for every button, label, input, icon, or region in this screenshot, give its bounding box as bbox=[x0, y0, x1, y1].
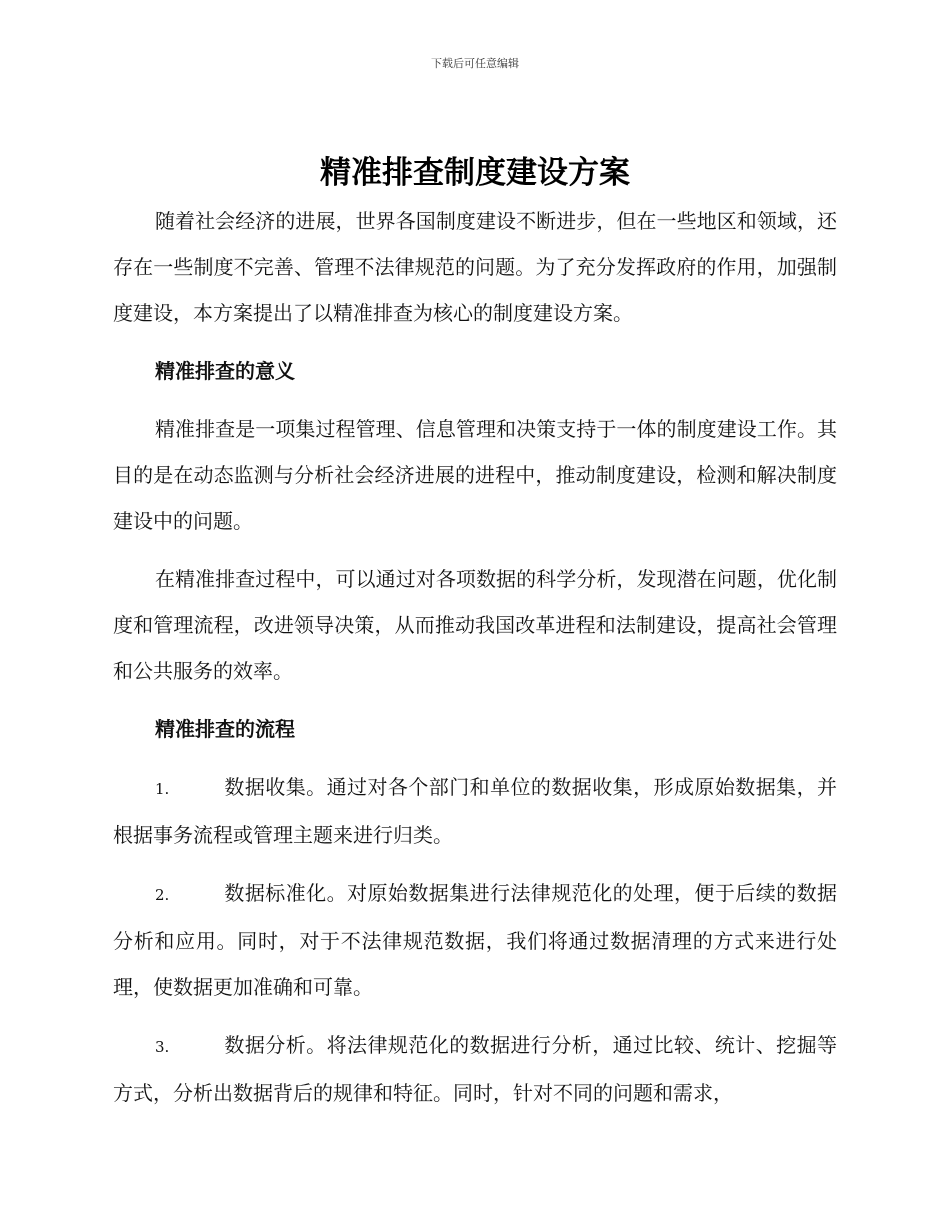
section-heading-meaning: 精准排查的意义 bbox=[155, 359, 295, 383]
meaning-paragraph-2: 在精准排查过程中，可以通过对各项数据的科学分析，发现潜在问题，优化制度和管理流程，改进领导决策，从而推动我国改革进程和法制建设，提高社会管理和公共服务的效率。 bbox=[113, 567, 837, 683]
header-note: 下载后可任意编辑 bbox=[431, 57, 519, 70]
list-item-text: 数据分析。将法律规范化的数据进行分析，通过比较、统计、挖掘等方式，分析出数据背后的规律和特征。同时，针对不同的问题和需求， bbox=[113, 1033, 837, 1105]
document-title: 精准排查制度建设方案 bbox=[320, 155, 630, 191]
list-number: 3. bbox=[155, 1038, 170, 1056]
document-body bbox=[113, 198, 837, 1128]
list-item bbox=[113, 764, 837, 858]
list-number: 1. bbox=[155, 780, 170, 798]
list-item bbox=[113, 1022, 837, 1116]
list-item-text: 数据收集。通过对各个部门和单位的数据收集，形成原始数据集，并根据事务流程或管理主题来进行归类。 bbox=[113, 775, 837, 847]
meaning-paragraph-1: 精准排查是一项集过程管理、信息管理和决策支持于一体的制度建设工作。其目的是在动态监测与分析社会经济进展的进程中，推动制度建设，检测和解决制度建设中的问题。 bbox=[113, 417, 837, 533]
intro-paragraph: 随着社会经济的进展，世界各国制度建设不断进步，但在一些地区和领域，还存在一些制度不完善、管理不法律规范的问题。为了充分发挥政府的作用，加强制度建设，本方案提出了以精准排查为核心的制度建设方案。 bbox=[113, 209, 837, 325]
section-heading-process: 精准排查的流程 bbox=[155, 717, 295, 741]
list-number: 2. bbox=[155, 886, 170, 904]
list-item-text: 数据标准化。对原始数据集进行法律规范化的处理，便于后续的数据分析和应用。同时，对于不法律规范数据，我们将通过数据清理的方式来进行处理，使数据更加准确和可靠。 bbox=[113, 881, 837, 999]
list-item bbox=[113, 870, 837, 1010]
